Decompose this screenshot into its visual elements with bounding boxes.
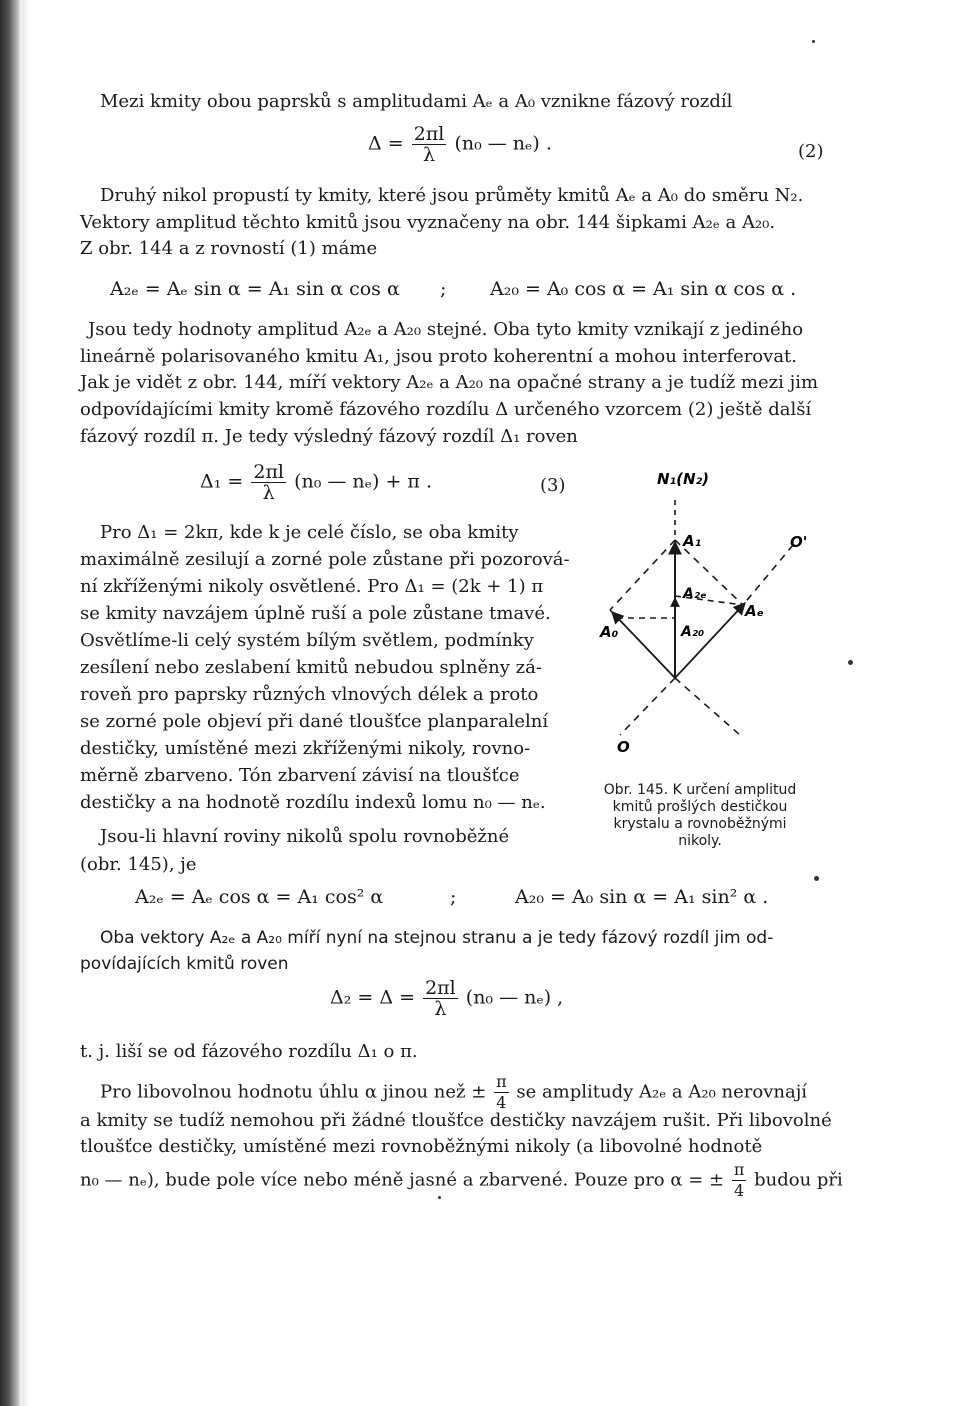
caption-line-4: nikoly. bbox=[678, 833, 722, 849]
equation-number-2: (2) bbox=[798, 141, 824, 162]
scan-speck bbox=[848, 660, 853, 665]
column-line-11: destičky a na hodnotě rozdílu indexů lomu n₀ — nₑ. bbox=[80, 792, 546, 813]
equation-4: Δ₂ = Δ = $\frac{2\pi l}{\lambda}$ (n₀ — nₑ) , bbox=[330, 977, 564, 1020]
caption-line-1: Obr. 145. K určení amplitud bbox=[603, 782, 797, 798]
column-line-2: maximálně zesilují a zorné pole zůstane při pozorová- bbox=[80, 549, 570, 570]
scan-binding-edge bbox=[0, 0, 22, 1406]
caption-line-2: kmitů prošlých destičkou bbox=[612, 799, 788, 815]
label-a2e: A₂ₑ bbox=[683, 586, 707, 602]
equation-amplitudes-parallel: A₂ₑ = Aₑ cos α = A₁ cos² α bbox=[135, 886, 384, 908]
text-line-12: t. j. liší se od fázového rozdílu Δ₁ o π. bbox=[80, 1041, 418, 1062]
label-n1-n2: N₁(N₂) bbox=[657, 470, 709, 488]
equation-3: Δ₁ = $\frac{2\pi l}{\lambda}$ (n₀ — nₑ) + π . bbox=[200, 461, 432, 504]
text-line-10: Oba vektory A₂ₑ a A₂₀ míří nyní na stejnou stranu a je tedy fázový rozdíl jim od- bbox=[100, 928, 774, 948]
scan-speck bbox=[814, 876, 819, 881]
figure-caption bbox=[585, 782, 815, 850]
scan-speck bbox=[438, 1196, 441, 1199]
text-line-15: tloušťce destičky, umístěné mezi rovnoběžnými nikoly (a libovolné hodnotě bbox=[80, 1136, 763, 1157]
text-line-2: Druhý nikol propustí ty kmity, které jsou průměty kmitů Aₑ a A₀ do směru N₂. bbox=[100, 185, 804, 206]
column-line-6: zesílení nebo zeslabení kmitů nebudou splněny zá- bbox=[80, 657, 542, 678]
text-line-8: odpovídajícími kmity kromě fázového rozdílu Δ určeného vzorcem (2) ještě další bbox=[80, 399, 812, 420]
label-o-prime: O' bbox=[790, 533, 808, 551]
vector-a0 bbox=[612, 612, 675, 678]
text-line-4: Z obr. 144 a z rovností (1) máme bbox=[80, 238, 378, 259]
equation-separator-1: ; bbox=[440, 278, 447, 300]
text-line-3: Vektory amplitud těchto kmitů jsou vyznačeny na obr. 144 šipkami A₂ₑ a A₂₀. bbox=[80, 212, 776, 233]
text-line-7: Jak je vidět z obr. 144, míří vektory A₂ₑ a A₂₀ na opačné strany a je tudíž mezi jim bbox=[80, 372, 819, 393]
text-line-13: Pro libovolnou hodnotu úhlu α jinou než ± $\frac{\pi}{4}$ se amplitudy A₂ₑ a A₂₀ nerovnají bbox=[100, 1072, 808, 1112]
column-line-12: Jsou-li hlavní roviny nikolů spolu rovnoběžné bbox=[100, 826, 510, 847]
scan-binding-shadow bbox=[22, 0, 30, 1406]
column-line-4: se kmity navzájem úplně ruší a pole zůstane tmavé. bbox=[80, 603, 551, 624]
column-line-10: měrně zbarveno. Tón zbarvení závisí na tloušťce bbox=[80, 765, 520, 786]
column-line-13: (obr. 145), je bbox=[80, 854, 197, 875]
direction-o-lower bbox=[620, 678, 675, 735]
column-line-9: destičky, umístěné mezi zkříženými nikoly, rovno- bbox=[80, 738, 531, 759]
equation-amplitudes-crossed: A₂ₑ = Aₑ sin α = A₁ sin α cos α bbox=[110, 278, 400, 300]
text-line-16: n₀ — nₑ), bude pole více nebo méně jasné a zbarvené. Pouze pro α = ± $\frac{\pi}{4}$ budou při bbox=[80, 1160, 843, 1200]
label-a0: A₀ bbox=[600, 623, 619, 641]
text-line-14: a kmity se tudíž nemohou při žádné tloušťce destičky navzájem rušit. Při libovolné bbox=[80, 1110, 832, 1131]
rhombus-top-left bbox=[610, 540, 675, 610]
equation-separator-2: ; bbox=[450, 886, 457, 908]
column-line-8: se zorné pole objeví při dané tloušťce planparalelní bbox=[80, 711, 549, 732]
label-a1: A₁ bbox=[683, 532, 702, 550]
label-ae: Aₑ bbox=[745, 602, 764, 620]
text-line-9: fázový rozdíl π. Je tedy výsledný fázový rozdíl Δ₁ roven bbox=[80, 426, 578, 447]
label-a20: A₂₀ bbox=[681, 624, 705, 640]
text-line-1: Mezi kmity obou paprsků s amplitudami Aₑ a A₀ vznikne fázový rozdíl bbox=[100, 91, 733, 112]
equation-amplitudes-crossed-right: A₂₀ = A₀ cos α = A₁ sin α cos α . bbox=[490, 278, 797, 300]
text-line-6: lineárně polarisovaného kmitu A₁, jsou proto koherentní a mohou interferovat. bbox=[80, 346, 798, 367]
label-o: O bbox=[617, 738, 630, 756]
figure-145-diagram bbox=[575, 460, 835, 770]
caption-line-3: krystalu a rovnoběžnými bbox=[613, 816, 787, 832]
column-line-3: ní zkříženými nikoly osvětlené. Pro Δ₁ = (2k + 1) π bbox=[80, 576, 544, 597]
direction-o-prime-lower bbox=[675, 678, 740, 735]
scan-speck bbox=[812, 40, 815, 43]
equation-amplitudes-parallel-right: A₂₀ = A₀ sin α = A₁ sin² α . bbox=[515, 886, 769, 908]
text-line-11: povídajících kmitů roven bbox=[80, 954, 289, 974]
column-line-7: roveň pro paprsky různých vlnových délek a proto bbox=[80, 684, 539, 705]
text-line-5: Jsou tedy hodnoty amplitud A₂ₑ a A₂₀ stejné. Oba tyto kmity vznikají z jediného bbox=[88, 319, 804, 340]
equation-2: Δ = $\frac{2\pi l}{\lambda}$ (n₀ — nₑ) . bbox=[368, 123, 552, 166]
direction-o-prime-upper bbox=[743, 545, 793, 605]
vector-ae bbox=[675, 603, 745, 678]
equation-number-3: (3) bbox=[540, 475, 566, 496]
column-line-5: Osvětlíme-li celý systém bílým světlem, podmínky bbox=[80, 630, 534, 651]
column-line-1: Pro Δ₁ = 2kπ, kde k je celé číslo, se oba kmity bbox=[100, 522, 519, 543]
